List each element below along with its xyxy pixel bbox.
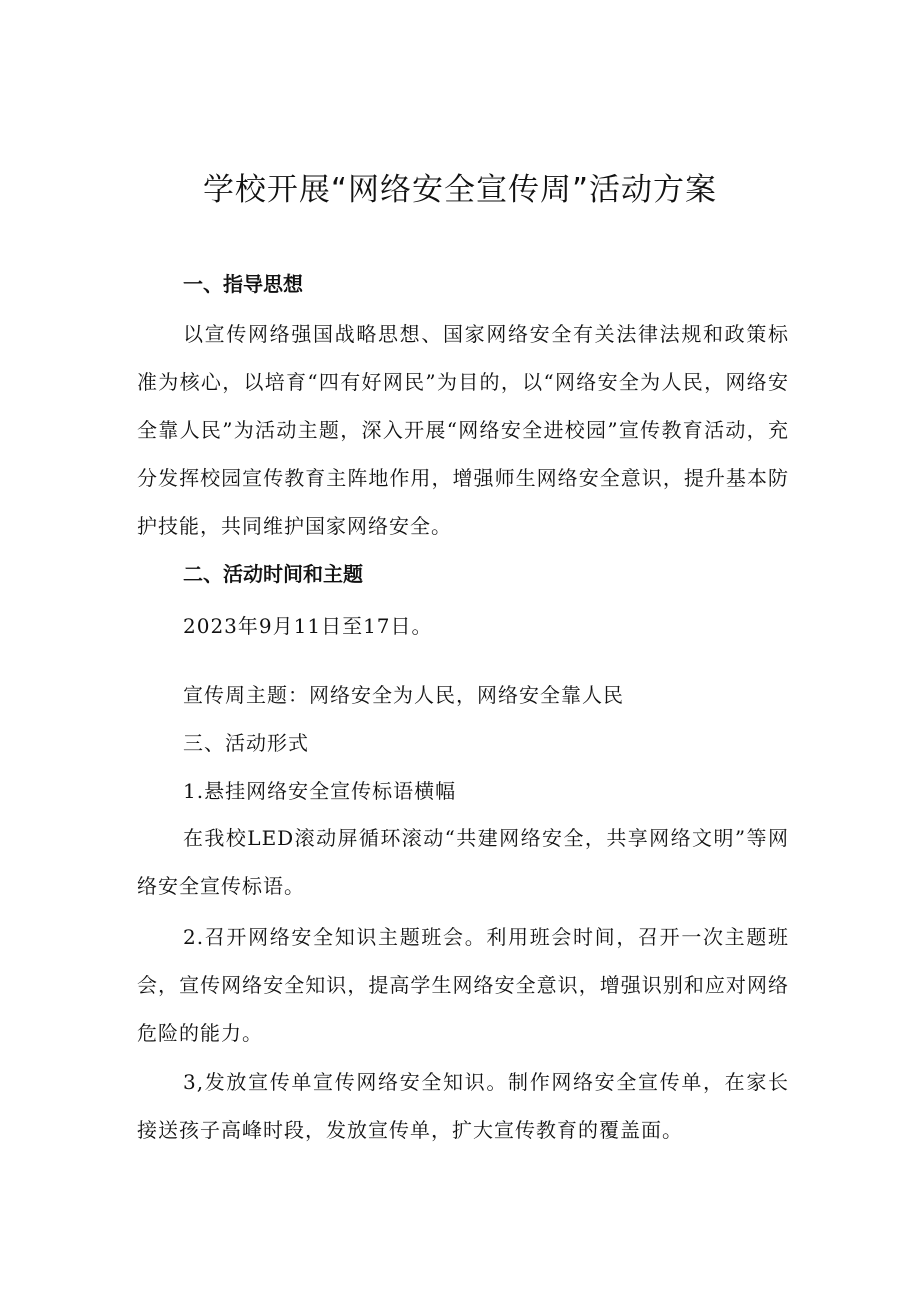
activity-item-1-title: 1.悬挂网络安全宣传标语横幅 bbox=[183, 779, 457, 803]
activity-item-2: 2.召开网络安全知识主题班会。利用班会时间，召开一次主题班会，宣传网络安全知识，提高学生网络安全意识，增强识别和应对网络危险的能力。 bbox=[137, 925, 789, 1045]
activity-date: 2023年9月11日至17日。 bbox=[183, 614, 433, 638]
section-paragraph-guiding-ideology: 以宣传网络强国战略思想、国家网络安全有关法律法规和政策标准为核心，以培育“四有好网民”为目的，以“网络安全为人民，网络安全靠人民”为活动主题，深入开展“网络安全进校园”宣传教育活动，充分发挥校园宣传教育主阵地作用，增强师生网络安全意识，提升基本防护技能，共同维护国家网络安全。 bbox=[137, 322, 789, 538]
section-heading-activity-form: 三、活动形式 bbox=[183, 731, 309, 755]
document-title: 学校开展“网络安全宣传周”活动方案 bbox=[202, 172, 718, 208]
activity-item-1-body: 在我校LED滚动屏循环滚动“共建网络安全，共享网络文明”等网络安全宣传标语。 bbox=[137, 826, 789, 898]
activity-item-3: 3,发放宣传单宣传网络安全知识。制作网络安全宣传单，在家长接送孩子高峰时段，发放宣传单，扩大宣传教育的覆盖面。 bbox=[137, 1070, 789, 1142]
section-heading-time-theme: 二、活动时间和主题 bbox=[183, 562, 363, 586]
section-heading-guiding-ideology: 一、指导思想 bbox=[183, 272, 303, 296]
activity-theme: 宣传周主题：网络安全为人民，网络安全靠人民 bbox=[183, 683, 624, 707]
